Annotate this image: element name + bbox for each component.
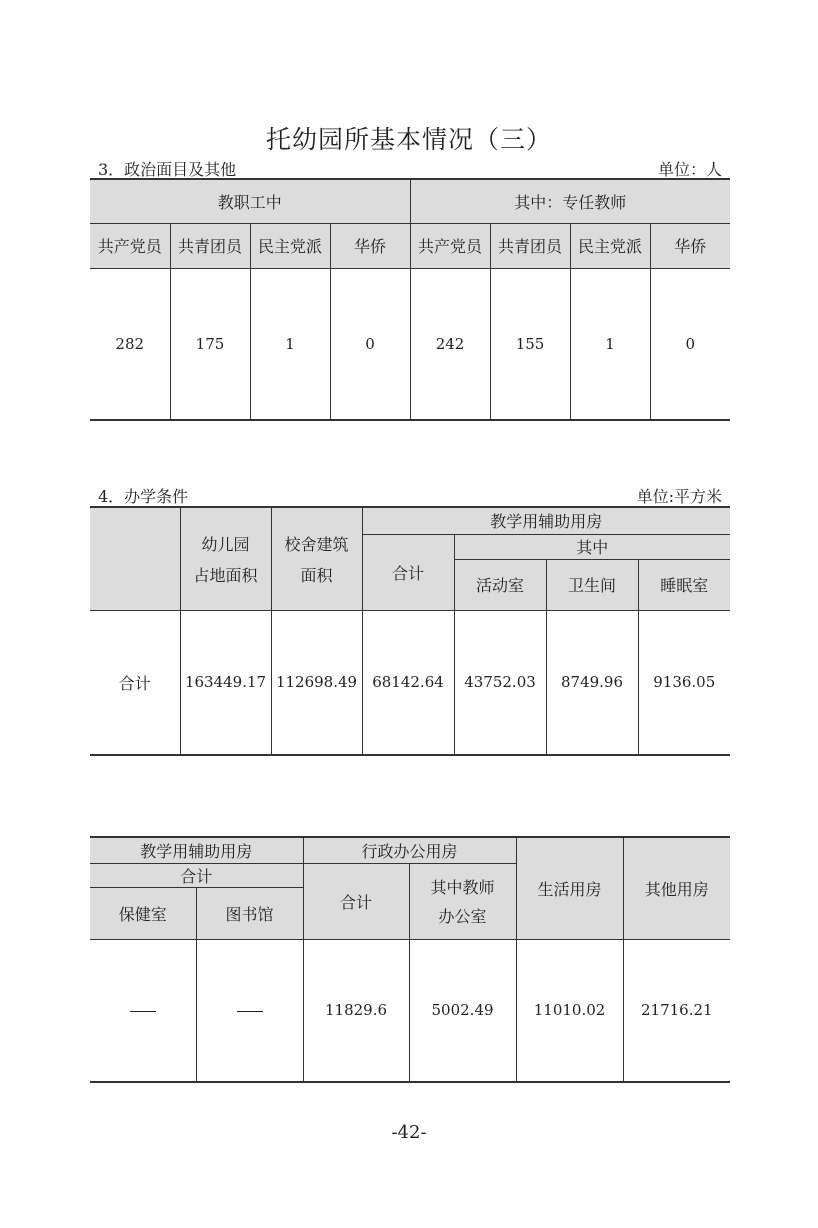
col-building-area-line2: 面积 [300, 565, 333, 585]
political-status-table [90, 178, 730, 421]
col-teacher-party-member: 共产党员 [410, 223, 490, 268]
value-youth-league: 175 [170, 268, 250, 420]
col-land-area-line1: 幼儿园 [201, 534, 250, 554]
value-sleep-room: 9136.05 [638, 610, 730, 755]
col-youth-league: 共青团员 [170, 223, 250, 268]
value-building-area: 112698.49 [271, 610, 362, 755]
header-admin-rooms: 行政办公用房 [303, 837, 516, 863]
header-of-which: 其中 [454, 534, 730, 559]
section3-unit: 单位：人 [657, 160, 722, 179]
value-teacher-youth-league: 155 [490, 268, 570, 420]
value-activity-room: 43752.03 [454, 610, 546, 755]
page-number: -42- [391, 1122, 427, 1143]
page-title: 托幼园所基本情况（三） [265, 125, 552, 154]
col-teacher-overseas-chinese: 华侨 [650, 223, 730, 268]
value-party-member: 282 [90, 268, 170, 420]
col-party-member: 共产党员 [90, 223, 170, 268]
col-overseas-chinese: 华侨 [330, 223, 410, 268]
corner-cell [90, 507, 180, 610]
col-land-area-line2: 占地面积 [193, 565, 258, 585]
col-teacher-youth-league: 共青团员 [490, 223, 570, 268]
col-toilet: 卫生间 [546, 559, 638, 610]
value-teacher-overseas-chinese: 0 [650, 268, 730, 420]
value-teacher-party-member: 242 [410, 268, 490, 420]
value-other-rooms: 21716.21 [623, 939, 730, 1082]
row-total-label: 合计 [90, 610, 180, 755]
value-democratic-party: 1 [250, 268, 330, 420]
col-health-room: 保健室 [90, 887, 196, 939]
value-teacher-democratic-party: 1 [570, 268, 650, 420]
col-teacher-office-line1: 其中教师 [430, 878, 495, 897]
header-teachers: 其中：专任教师 [410, 179, 730, 223]
dash-icon [237, 1011, 263, 1012]
col-building-area-line1: 校舍建筑 [284, 534, 349, 554]
value-land-area: 163449.17 [180, 610, 271, 755]
header-teaching-rooms-2: 教学用辅助用房 [90, 837, 303, 863]
school-conditions-table [90, 506, 730, 756]
value-admin-total: 11829.6 [303, 939, 409, 1082]
col-other-rooms: 其他用房 [623, 837, 730, 939]
section3-label: 3．政治面目及其他 [98, 160, 237, 179]
header-teaching-rooms: 教学用辅助用房 [362, 507, 730, 534]
col-land-area [180, 507, 271, 610]
section4-label: 4．办学条件 [98, 487, 189, 506]
col-admin-total: 合计 [303, 863, 409, 939]
col-sleep-room: 睡眠室 [638, 559, 730, 610]
value-library [196, 939, 303, 1082]
col-teacher-democratic-party: 民主党派 [570, 223, 650, 268]
col-building-area [271, 507, 362, 610]
value-toilet: 8749.96 [546, 610, 638, 755]
dash-icon [130, 1011, 156, 1012]
value-teacher-office: 5002.49 [409, 939, 516, 1082]
room-usage-table [90, 836, 730, 1083]
col-activity-room: 活动室 [454, 559, 546, 610]
header-staff: 教职工中 [90, 179, 410, 223]
col-living-rooms: 生活用房 [516, 837, 623, 939]
col-democratic-party: 民主党派 [250, 223, 330, 268]
value-teaching-total: 68142.64 [362, 610, 454, 755]
section4-unit: 单位:平方米 [636, 487, 722, 506]
col-teacher-office-line2: 办公室 [438, 907, 487, 926]
col-teacher-office [409, 863, 516, 939]
value-overseas-chinese: 0 [330, 268, 410, 420]
header-teaching-total: 合计 [90, 863, 303, 887]
value-living-rooms: 11010.02 [516, 939, 623, 1082]
col-library: 图书馆 [196, 887, 303, 939]
col-teaching-total: 合计 [362, 534, 454, 610]
value-health-room [90, 939, 196, 1082]
